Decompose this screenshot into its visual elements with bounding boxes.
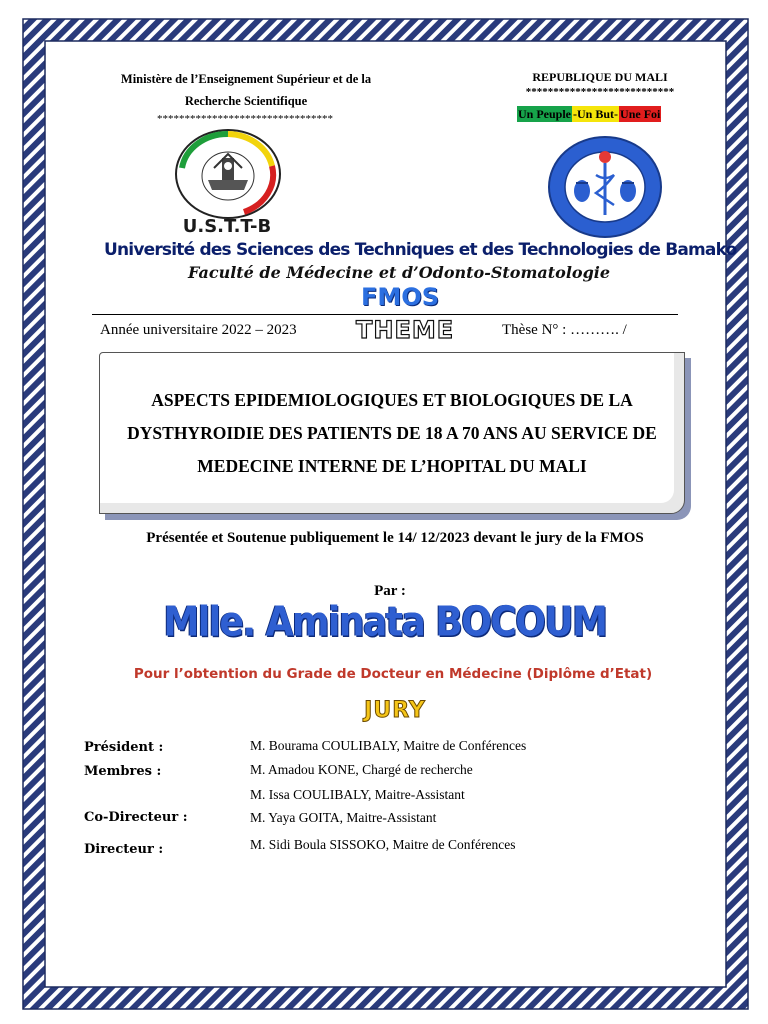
by-label: Par :: [374, 583, 406, 599]
jury-member-name: M. Amadou KONE, Chargé de recherche: [250, 762, 473, 777]
jury-role: Co-Directeur :: [84, 810, 188, 825]
jury-role: Membres :: [84, 764, 162, 779]
jury-member-name: M. Issa COULIBALY, Maitre-Assistant: [250, 787, 465, 802]
usttb-label: U.S.T.T-B: [182, 216, 272, 237]
ministry-line-1: Ministère de l’Enseignement Supérieur et de la: [120, 72, 372, 86]
theme-label: THEME: [356, 316, 455, 344]
thesis-title-box: [99, 352, 685, 514]
jury-row: [0, 787, 768, 807]
jury-member-name: M. Yaya GOITA, Maitre-Assistant: [250, 810, 437, 825]
jury-row: [0, 837, 768, 857]
thesis-number: Thèse N° : ………. /: [502, 322, 627, 338]
republic-stars: ***************************: [525, 86, 675, 98]
national-motto: [517, 106, 661, 122]
jury-role: Président :: [84, 740, 164, 755]
candidate-name: Mlle. Aminata BOCOUM: [163, 598, 607, 647]
jury-role: Directeur :: [84, 842, 164, 857]
degree-statement: Pour l’obtention du Grade de Docteur en Médecine (Diplôme d’Etat): [133, 666, 653, 682]
jury-row: [0, 762, 768, 782]
thesis-title: ASPECTS EPIDEMIOLOGIQUES ET BIOLOGIQUES DE LA DYSTHYROIDIE DES PATIENTS DE 18 A 70 ANS AU SERVICE DE MEDECINE INTERNE DE L’HOPITAL DU MALI: [127, 389, 657, 476]
jury-row: [0, 738, 768, 758]
motto-part-2: -Un But-: [573, 107, 619, 121]
faculty-name: Faculté de Médecine et d’Odonto-Stomatologie: [187, 263, 611, 282]
academic-year: Année universitaire 2022 – 2023: [100, 322, 297, 338]
jury-member-name: M. Bourama COULIBALY, Maitre de Conférences: [250, 738, 527, 753]
defense-statement: Présentée et Soutenue publiquement le 14/ 12/2023 devant le jury de la FMOS: [146, 530, 644, 546]
university-name: Université des Sciences des Techniques et des Technologies de Bamako: [104, 240, 737, 260]
usttb-logo: [174, 128, 282, 220]
ministry-stars: ********************************: [157, 113, 333, 125]
jury-title: JURY: [364, 698, 426, 723]
jury-member-name: M. Sidi Boula SISSOKO, Maitre de Conférences: [250, 837, 516, 852]
fmos-logo: [546, 135, 664, 240]
ministry-line-2: Recherche Scientifique: [184, 94, 308, 108]
motto-part-1: Un Peuple: [518, 107, 572, 121]
jury-row: [0, 810, 768, 830]
motto-part-3: Une Foi: [620, 107, 661, 121]
republic-title: REPUBLIQUE DU MALI: [532, 70, 668, 84]
divider-line: [92, 314, 678, 315]
fmos-acronym: FMOS: [361, 283, 439, 311]
ministry-title: [86, 68, 406, 112]
